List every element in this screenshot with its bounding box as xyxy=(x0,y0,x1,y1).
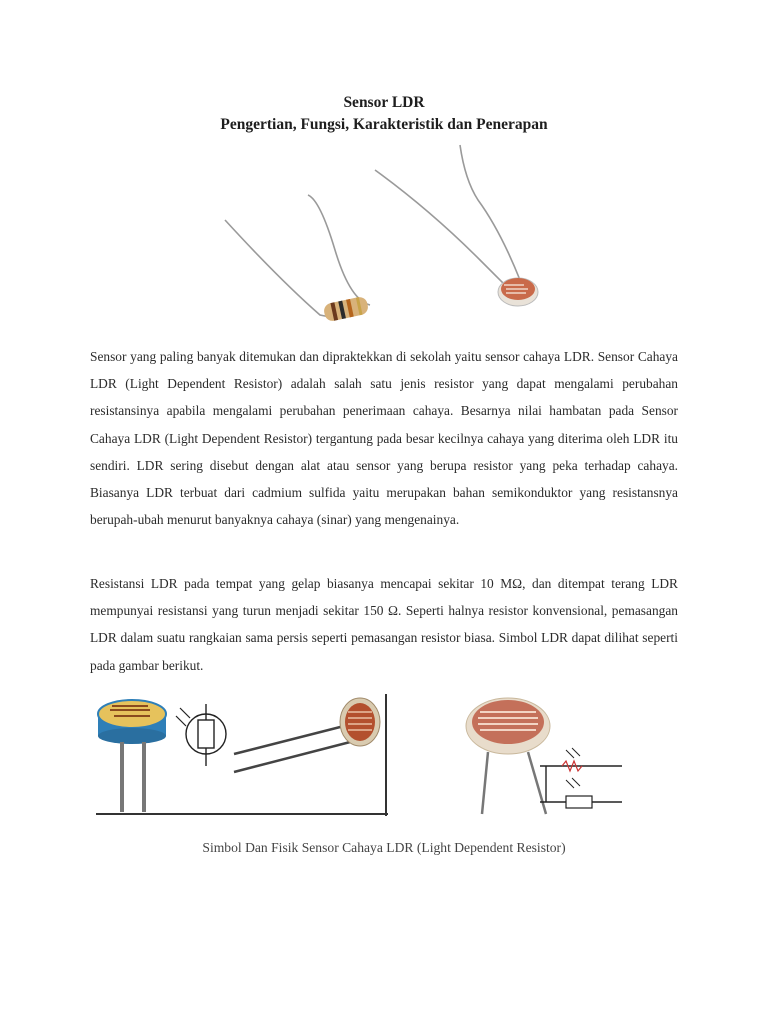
ldr-circuit-figure xyxy=(462,694,624,822)
resistor-and-ldr-photo xyxy=(220,140,560,340)
page-subtitle: Pengertian, Fungsi, Karakteristik dan Penerapan xyxy=(220,116,548,133)
ldr-symbol-and-physical-figure xyxy=(96,694,388,818)
figure-caption: Simbol Dan Fisik Sensor Cahaya LDR (Light Dependent Resistor) xyxy=(202,840,566,855)
resistance-paragraph: Resistansi LDR pada tempat yang gelap biasanya mencapai sekitar 10 MΩ, dan ditempat terang LDR mempunyai resistansi yang turun menjadi sekitar 150 Ω. Seperti halnya resistor konvensional, pemasangan LDR dalam suatu rangkaian sama persis seperti pemasangan resistor biasa. Simbol LDR dapat dilihat seperti pada gambar berikut. xyxy=(90,576,678,673)
intro-paragraph: Sensor yang paling banyak ditemukan dan dipraktekkan di sekolah yaitu sensor cahaya LDR. Sensor Cahaya LDR (Light Dependent Resistor) adalah salah satu jenis resistor yang dapat mengalami perubahan resistansinya apabila mengalami perubahan penerimaan cahaya. Besarnya nilai hambatan pada Sensor Cahaya LDR (Light Dependent Resistor) tergantung pada besar kecilnya cahaya yang diterima oleh LDR itu sendiri. LDR sering disebut dengan alat atau sensor yang berupa resistor yang peka terhadap cahaya. Biasanya LDR terbuat dari cadmium sulfida yaitu merupakan bahan semikonduktor yang resistansnya berupah-ubah menurut banyaknya cahaya (sinar) yang mengenainya. xyxy=(90,349,678,528)
page-title: Sensor LDR xyxy=(343,94,425,111)
